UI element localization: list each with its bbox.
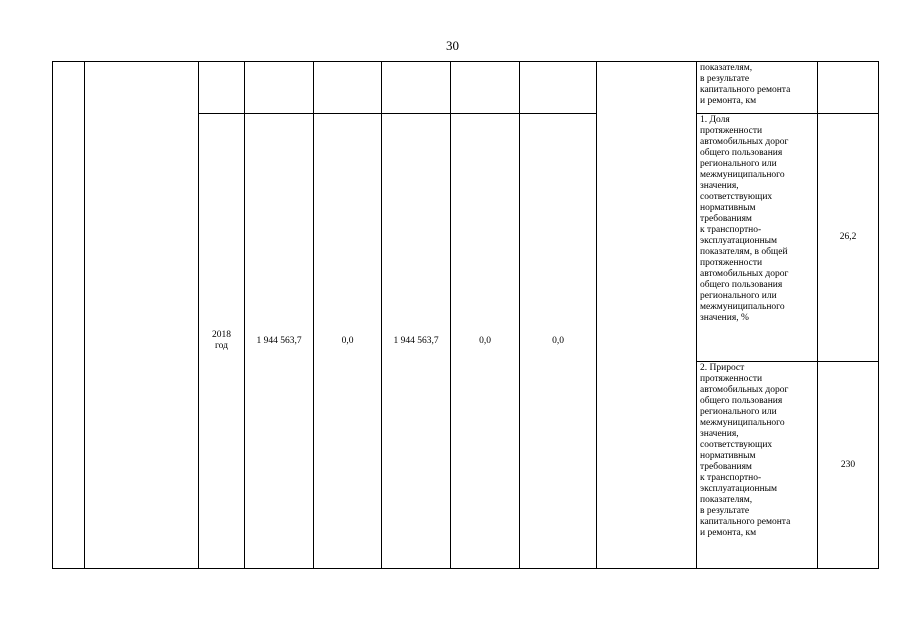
empty-cell-value [818,62,879,114]
funding-total-cell: 1 944 563,7 [245,114,314,569]
indicator-1-value: 26,2 [818,114,879,362]
empty-cell-number [53,62,85,569]
year-suffix: год [215,341,228,351]
table-row [53,62,879,114]
indicator-2-text: 2. Прирост протяженности автомобильных дорог общего пользования регионального или межмуниципального значения, соответствующих нормативным требованиям к транспортно- эксплуатационным показателям, в результате капитального ремонта и ремонта, км [697,362,818,569]
funding-other-cell: 0,0 [520,114,597,569]
funding-regional-cell: 1 944 563,7 [382,114,451,569]
empty-cell [520,62,597,114]
indicator-1-text: 1. Доля протяженности автомобильных дорог общего пользования регионального или межмуниципального значения, соответствующих нормативным требованиям к транспортно- эксплуатационным показателям, в общей протяженности автомобильных дорог общего пользования регионального или межмуниципального значения, % [697,114,818,362]
empty-cell-name [85,62,199,569]
empty-cell [382,62,451,114]
empty-cell [245,62,314,114]
empty-cell [199,62,245,114]
indicator-2-value: 230 [818,362,879,569]
page-number: 30 [446,38,459,53]
program-table [52,61,879,569]
empty-cell-executor [597,62,697,569]
indicator-continuation-text: показателям, в результате капитального ремонта и ремонта, км [697,62,818,114]
empty-cell [451,62,520,114]
empty-cell [314,62,382,114]
year-number: 2018 [212,330,231,340]
funding-federal-cell: 0,0 [314,114,382,569]
year-cell [199,114,245,569]
funding-municipal-cell: 0,0 [451,114,520,569]
